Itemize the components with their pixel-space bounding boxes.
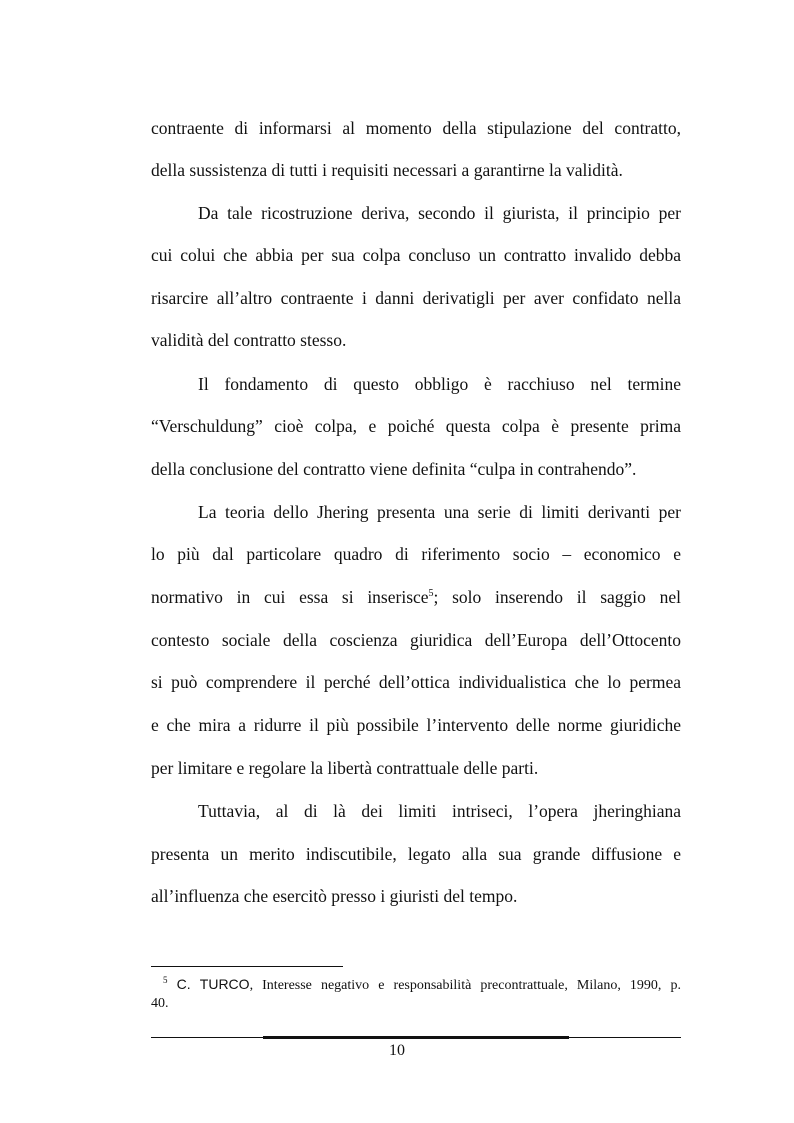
text-line: Tuttavia, al di là dei limiti intriseci, l’opera jheringhiana: [198, 801, 681, 821]
text-line: per limitare e regolare la libertà contrattuale delle parti.: [151, 758, 539, 778]
text-line: della conclusione del contratto viene definita “culpa in contrahendo”.: [151, 459, 637, 479]
footnote-reference: 5: [428, 588, 434, 599]
footer-rule-thick: [263, 1036, 569, 1039]
text-line: La teoria dello Jhering presenta una serie di limiti derivanti per: [198, 502, 681, 522]
text-line: si può comprendere il perché dell’ottica individualistica che lo permea: [151, 672, 681, 692]
text-line: presenta un merito indiscutibile, legato alla sua grande diffusione e: [151, 844, 681, 864]
text-line: “Verschuldung” cioè colpa, e poiché questa colpa è presente prima: [151, 416, 681, 436]
text-line: lo più dal particolare quadro di riferimento socio – economico e: [151, 544, 681, 564]
text-line: della sussistenza di tutti i requisiti necessari a garantirne la validità.: [151, 160, 623, 180]
page-number: 10: [389, 1042, 405, 1059]
footnote-continuation: 40.: [151, 996, 169, 1011]
text-fragment: normativo in cui essa si inserisce: [151, 587, 429, 607]
footnote-number: 5: [163, 975, 168, 985]
text-line: e che mira a ridurre il più possibile l’intervento delle norme giuridiche: [151, 715, 681, 735]
text-line: contesto sociale della coscienza giuridica dell’Europa dell’Ottocento: [151, 630, 681, 650]
text-line: contraente di informarsi al momento della stipulazione del contratto,: [151, 118, 681, 138]
footnote-author: C. TURCO: [176, 976, 250, 992]
text-line: Il fondamento di questo obbligo è racchiuso nel termine: [198, 374, 681, 394]
text-line: Da tale ricostruzione deriva, secondo il giurista, il principio per: [198, 203, 681, 223]
text-line-with-footnote-ref: [151, 587, 681, 607]
text-fragment: ; solo inserendo il saggio nel: [433, 587, 681, 607]
text-line: risarcire all’altro contraente i danni derivatigli per aver confidato nella: [151, 288, 681, 308]
footnote-text: , Interesse negativo e responsabilità precontrattuale, Milano, 1990, p.: [249, 978, 681, 993]
footnote: [151, 975, 681, 995]
text-line: all’influenza che esercitò presso i giuristi del tempo.: [151, 886, 518, 906]
footnote-separator: [151, 966, 343, 967]
text-line: validità del contratto stesso.: [151, 330, 347, 350]
text-line: cui colui che abbia per sua colpa concluso un contratto invalido debba: [151, 245, 681, 265]
